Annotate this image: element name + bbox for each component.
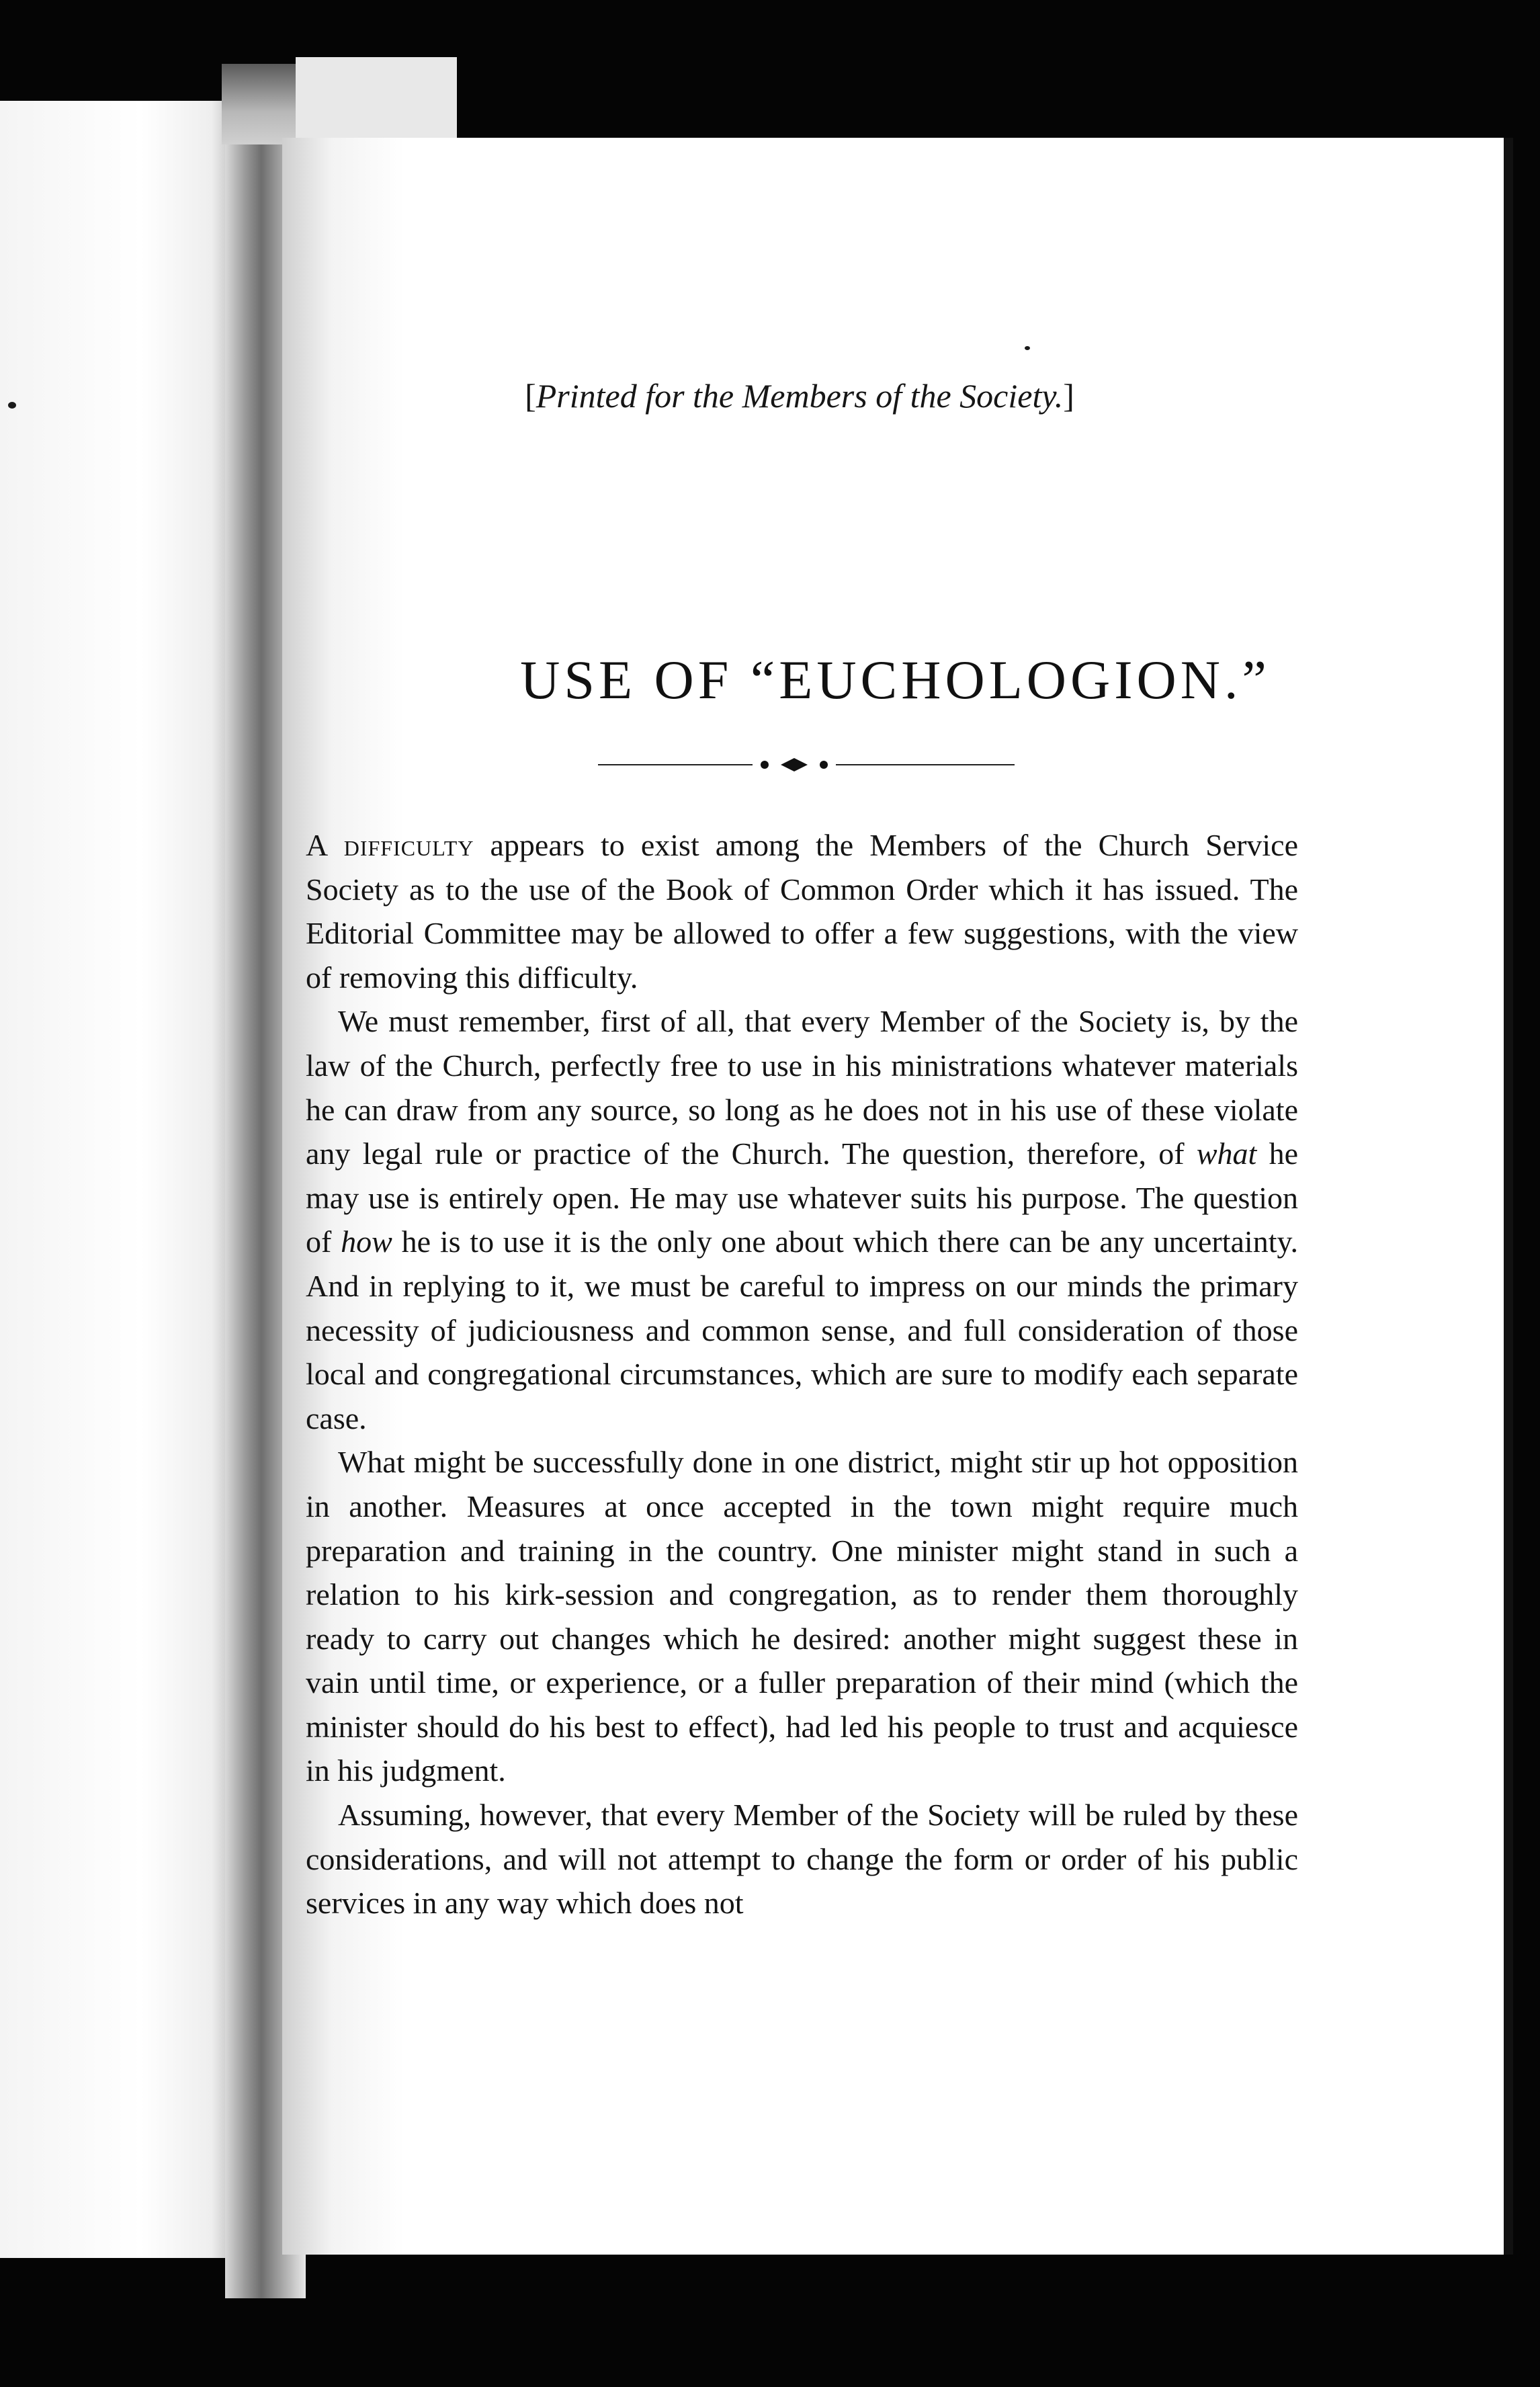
paragraph-1-lead: A difficulty <box>306 828 474 862</box>
paragraph-4: Assuming, however, that every Member of the Society will be ruled by these considerations, and will not attempt to change the form or order of his public services in any way which does not <box>306 1798 1298 1921</box>
paragraph-2-text-b: he may use is entirely open. He may use whatever suits his purpose. The question of <box>306 1136 1298 1259</box>
paragraph-3: What might be successfully done in one district, might stir up hot opposition in another. Measures at once accepted in the town might require much preparation and training in the country. One minister might stand in such a relation to his kirk-session and congregation, as to render them thoroughly ready to carry out changes which he desired: another might suggest these in vain until time, or experience, or a fuller preparation of their mind (which the minister should do his best to effect), had led his people to trust and acquiesce in his judgment. <box>306 1445 1298 1788</box>
print-speck <box>1025 346 1030 350</box>
paragraph-1-text: appears to exist among the Members of the Church Service Society as to the use of the Book of Common Order which it has issued. The Editorial Committee may be allowed to offer a few suggestions, with the view of removing this difficulty. <box>306 828 1299 995</box>
page-edge-shadow <box>1504 138 1513 2255</box>
paragraph-2-emphasis-what: what <box>1196 1136 1257 1171</box>
ornament-diamond <box>781 758 808 771</box>
paragraph-2-emphasis-how: how <box>341 1224 392 1259</box>
paragraph-2-text-a: We must remember, first of all, that every Member of the Society is, by the law of the Church, perfectly free to use in his ministrations whatever materials he can draw from any source, so long as he does not in his use of these violate any legal rule or practice of the Church. The question, therefore, of <box>306 1004 1298 1171</box>
paragraph-1 <box>306 823 1298 999</box>
page-title: USE OF “EUCHOLOGION.” <box>520 649 1271 710</box>
imprint-text: Printed for the Members of the Society. <box>536 377 1064 415</box>
imprint-bracket-close: ] <box>1063 377 1074 415</box>
paragraph-2-text-c: he is to use it is the only one about which there can be any uncertainty. And in replying to it, we must be careful to impress on our minds the primary necessity of judiciousness and common sense, and full consideration of those local and congregational circumstances, which are sure to modify each separate case. <box>306 1224 1298 1435</box>
title-ornament-rule <box>598 751 1015 778</box>
margin-speck <box>8 402 16 409</box>
imprint-bracket-open: [ <box>525 377 536 415</box>
paragraph-2 <box>306 999 1298 1440</box>
imprint-line <box>464 376 1136 415</box>
previous-leaf <box>0 101 235 2258</box>
body-text <box>306 823 1298 1925</box>
ornament-dot-right <box>820 761 828 769</box>
ornament-dot-left <box>761 761 769 769</box>
binding-tape <box>296 57 457 151</box>
